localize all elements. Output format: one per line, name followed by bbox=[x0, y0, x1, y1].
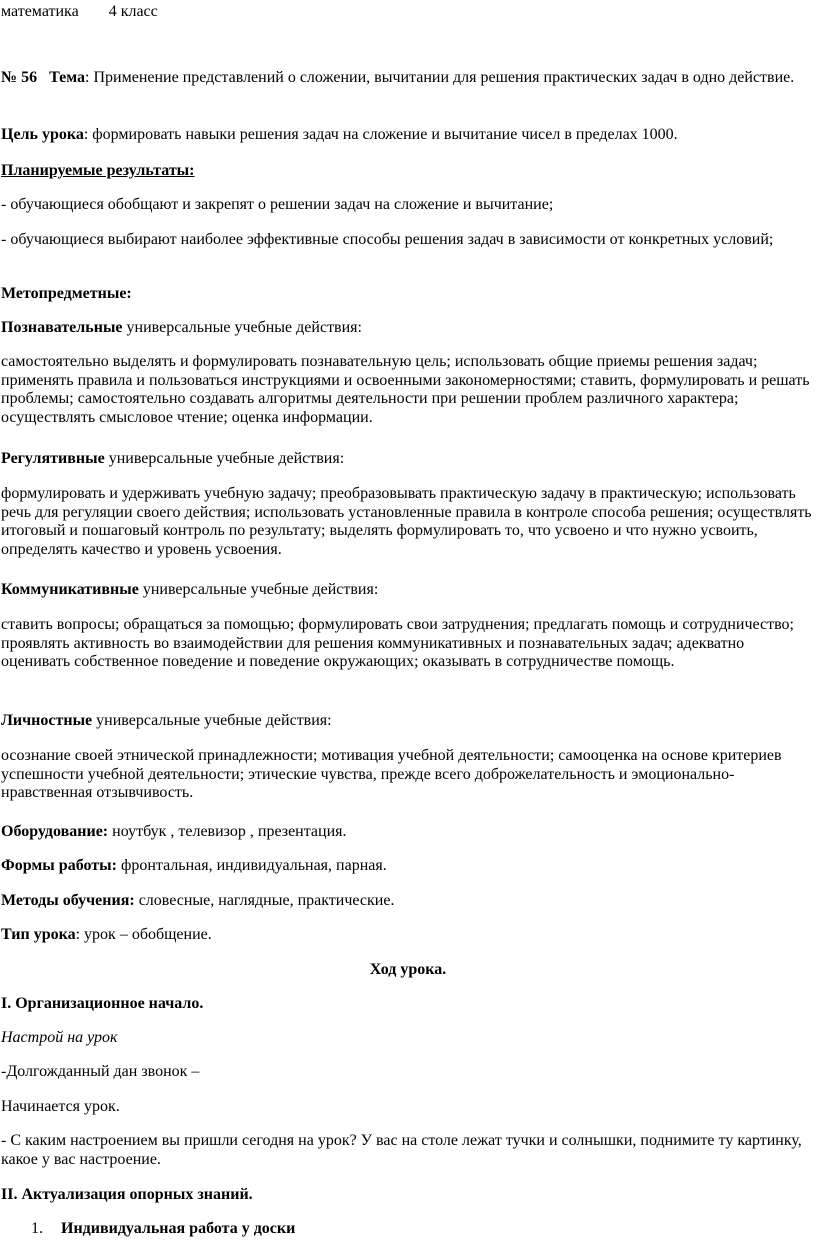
planned-result-item: - обучающиеся обобщают и закрепят о решении задач на сложение и вычитание; bbox=[1, 196, 554, 213]
regulatory-label: Регулятивные bbox=[1, 450, 105, 467]
personal-suffix: универсальные учебные действия: bbox=[92, 712, 332, 729]
cognitive-heading bbox=[1, 319, 815, 338]
subject-label: математика bbox=[1, 3, 79, 20]
metasubject-title: Метопредметные: bbox=[1, 285, 132, 302]
equipment-text: ноутбук , телевизор , презентация. bbox=[108, 823, 347, 840]
methods-paragraph bbox=[1, 892, 815, 911]
communicative-suffix: универсальные учебные действия: bbox=[138, 581, 379, 598]
document-header bbox=[1, 3, 815, 22]
numbered-list-item bbox=[1, 1220, 815, 1239]
forms-paragraph bbox=[1, 857, 815, 876]
lesson-number: № 56 bbox=[1, 69, 38, 86]
section-2-heading bbox=[1, 1186, 815, 1205]
regulatory-heading bbox=[1, 450, 815, 469]
planned-result-item: - обучающиеся выбирают наиболее эффективные способы решения задач в зависимости от конкретных условий; bbox=[1, 231, 774, 248]
goal-text: : формировать навыки решения задач на сложение и вычитание чисел в пределах 1000. bbox=[83, 126, 678, 143]
lesson-type-label: Тип урока bbox=[1, 926, 76, 943]
topic-label: Тема bbox=[49, 69, 86, 86]
regulatory-text: формулировать и удерживать учебную задачу; преобразовывать практическую задачу в практическую; использовать речь для регуляции своего действия; использовать установленные правила в контроле способа решения; осуществлять итоговый и пошаговый контроль по результату; выделять формулировать то, что усвоено и что нужно усвоить, определять качество и уровень усвоения. bbox=[1, 485, 812, 558]
lesson-flow-heading bbox=[0, 961, 816, 980]
poem-line: -Долгожданный дан звонок – bbox=[1, 1063, 200, 1080]
methods-text: словесные, наглядные, практические. bbox=[134, 892, 395, 909]
communicative-heading bbox=[1, 581, 815, 600]
metasubject-heading bbox=[1, 285, 815, 304]
regulatory-suffix: универсальные учебные действия: bbox=[104, 450, 345, 467]
list-item-text: Индивидуальная работа у доски bbox=[61, 1220, 296, 1237]
grade-label: 4 класс bbox=[108, 3, 158, 20]
list-item-number: 1. bbox=[31, 1220, 43, 1237]
goal-label: Цель урока bbox=[1, 126, 84, 143]
methods-label: Методы обучения: bbox=[1, 892, 135, 909]
section-1-heading bbox=[1, 995, 815, 1014]
cognitive-suffix: универсальные учебные действия: bbox=[122, 319, 362, 336]
lesson-type-paragraph bbox=[1, 926, 815, 945]
topic-text: : Применение представлений о сложении, вычитании для решения практических задач в одно действие. bbox=[85, 69, 795, 86]
communicative-text: ставить вопросы; обращаться за помощью; формулировать свои затруднения; предлагать помощь и сотрудничество; проявлять активность во взаимодействии для решения коммуникативных и познавательных задач; адекватно оценивать собственное поведение и поведение окружающих; оказывать в сотрудничестве помощь. bbox=[1, 616, 794, 670]
personal-text: осознание своей этнической принадлежности; мотивация учебной деятельности; самооценка на основе критериев успешности учебной деятельности; этические чувства, прежде всего доброжелательность и эмоционально-нравственная отзывчивость. bbox=[1, 747, 782, 801]
forms-text: фронтальная, индивидуальная, парная. bbox=[116, 857, 387, 874]
planned-results-title: Планируемые результаты: bbox=[1, 162, 195, 179]
lesson-type-text: : урок – обобщение. bbox=[75, 926, 212, 943]
communicative-label: Коммуникативные bbox=[1, 581, 139, 598]
cognitive-label: Познавательные bbox=[1, 319, 123, 336]
equipment-paragraph bbox=[1, 823, 815, 842]
lesson-flow-title: Ход урока. bbox=[369, 961, 447, 978]
mood-title: Настрой на урок bbox=[1, 1029, 118, 1046]
cognitive-text: самостоятельно выделять и формулировать познавательную цель; использовать общие приемы решения задач; применять правила и пользоваться инструкциями и освоенными закономерностями; ставить, формулировать и решать проблемы; самостоятельно создавать алгоритмы деятельности при решении проблем различного характера; осуществлять смысловое чтение; оценка информации. bbox=[1, 353, 810, 426]
poem-line: Начинается урок. bbox=[1, 1098, 120, 1115]
section-2-title: II. Актуализация опорных знаний. bbox=[1, 1186, 253, 1203]
mood-question: - С каким настроением вы пришли сегодня на урок? У вас на столе лежат тучки и солнышки, поднимите ту картинку, какое у вас настроение. bbox=[1, 1132, 802, 1168]
personal-heading bbox=[1, 712, 815, 731]
section-1-title: I. Организационное начало. bbox=[1, 995, 204, 1012]
equipment-label: Оборудование: bbox=[1, 823, 109, 840]
planned-results-heading bbox=[1, 162, 815, 181]
mood-heading bbox=[1, 1029, 815, 1048]
topic-paragraph bbox=[1, 69, 815, 88]
goal-paragraph bbox=[1, 126, 815, 145]
personal-label: Личностные bbox=[1, 712, 93, 729]
forms-label: Формы работы: bbox=[1, 857, 117, 874]
